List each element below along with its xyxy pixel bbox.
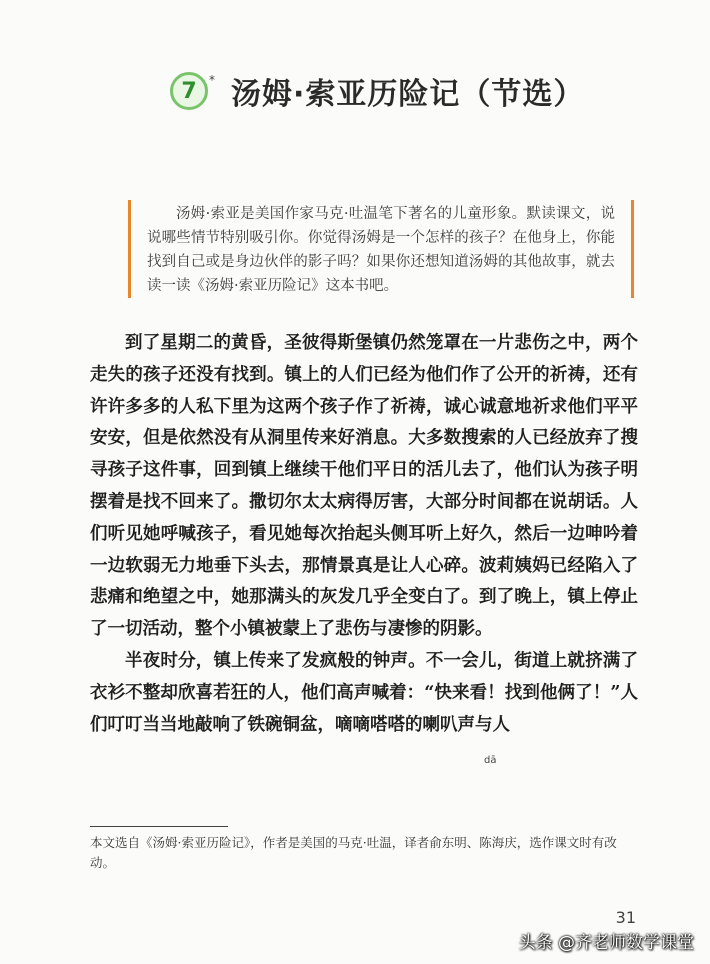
page-number: 31 <box>615 908 636 927</box>
paragraph-2: 半夜时分，镇上传来了发疯般的钟声。不一会儿，街道上就挤满了衣衫不整却欣喜若狂的人，他们高声喊着：“快来看！找到他俩了！”人们叮叮当当地敲响了铁碗铜盆，嘀嘀嗒嗒的喇叭声与人 <box>90 650 638 735</box>
intro-text: 汤姆·索亚是美国作家马克·吐温笔下著名的儿童形象。默读课文，说说哪些情节特别吸引你。你觉得汤姆是一个怎样的孩子？在他身上，你能找到自己或是身边伙伴的影子吗？如果你还想知道汤姆的其他故事，就去读一读《汤姆·索亚历险记》这本书吧。 <box>147 206 615 294</box>
watermark: 头条 @齐老师数学课堂 <box>518 933 694 953</box>
page-title: 汤姆·索亚历险记（节选） <box>231 77 585 112</box>
lesson-mark: * <box>209 73 215 87</box>
pinyin-annotation: dā <box>484 755 497 766</box>
lesson-number-badge: 7 <box>170 72 208 110</box>
paragraph-1: 到了星期二的黄昏，圣彼得斯堡镇仍然笼罩在一片悲伤之中，两个走失的孩子还没有找到。镇上的人们已经为他们作了公开的祈祷，还有许许多多的人私下里为这两个孩子作了祈祷，诚心诚意地祈求他们平平安安，但是依然没有从洞里传来好消息。大多数搜索的人已经放弃了搜寻孩子这件事，回到镇上继续干他们平日的活儿去了，他们认为孩子明摆着是找不回来了。撒切尔太太病得厉害，大部分时间都在说胡话。人们听见她呼喊孩子，看见她每次抬起头侧耳听上好久，然后一边呻吟着一边软弱无力地垂下头去，那情景真是让人心碎。波莉姨妈已经陷入了悲痛和绝望之中，她那满头的灰发几乎全变白了。到了晚上，镇上停止了一切活动，整个小镇被蒙上了悲伤与凄惨的阴影。 <box>90 333 638 640</box>
lesson-title <box>170 64 584 118</box>
intro-box <box>128 200 634 298</box>
footnote: 本文选自《汤姆·索亚历险记》，作者是美国的马克·吐温，译者俞东明、陈海庆，选作课文时有改动。 <box>90 835 617 870</box>
body-text <box>90 328 638 741</box>
footnote-divider <box>90 826 228 827</box>
